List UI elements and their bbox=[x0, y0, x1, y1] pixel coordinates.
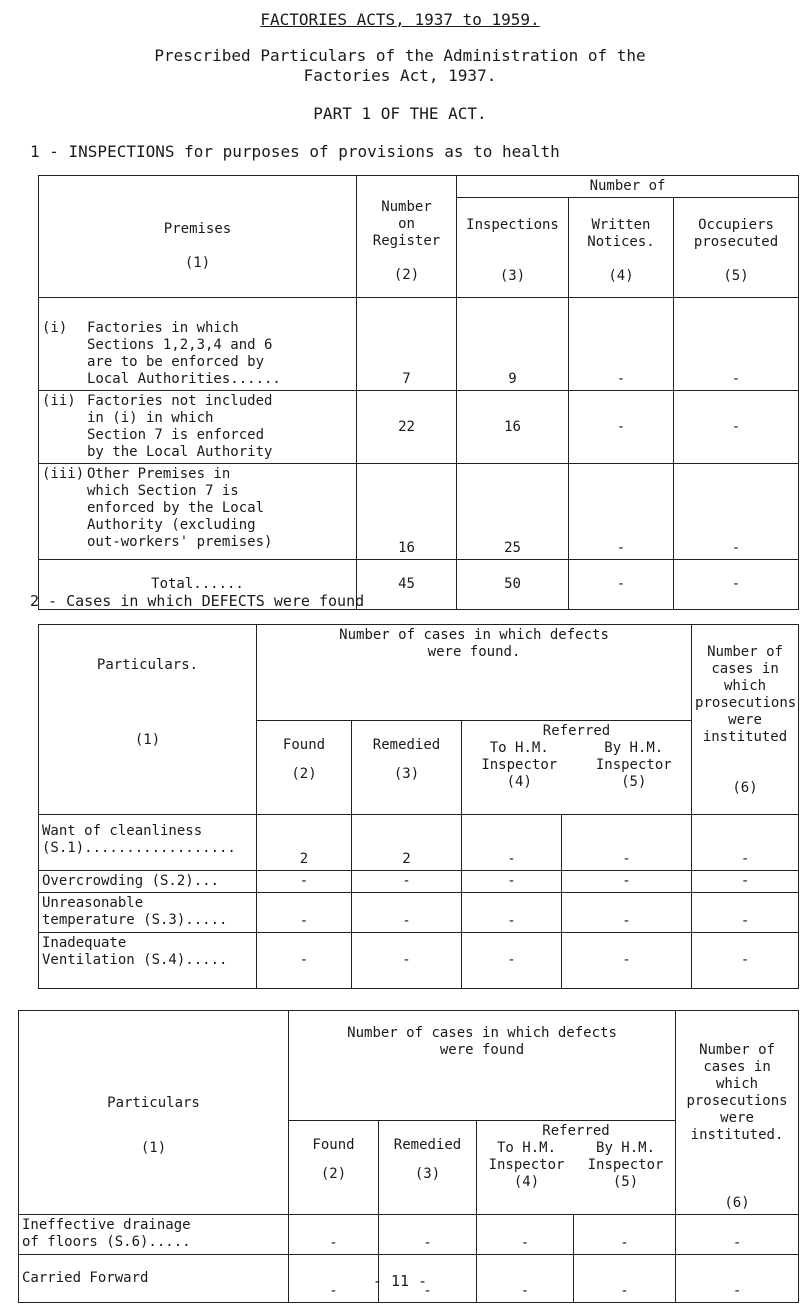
part-heading: PART 1 OF THE ACT. bbox=[313, 104, 487, 123]
occupiers-cell: - bbox=[674, 298, 799, 391]
number-cases-header: Number of cases in which defects were found. bbox=[257, 625, 692, 721]
particulars-header: Particulars (1) bbox=[19, 1011, 289, 1215]
notices-cell: - bbox=[569, 298, 674, 391]
remedied-cell: - bbox=[352, 871, 462, 893]
register-cell: 7 bbox=[357, 298, 457, 391]
occupiers-cell: - bbox=[674, 391, 799, 464]
inspections-table bbox=[38, 175, 799, 610]
inspections-cell: 16 bbox=[457, 391, 569, 464]
found-cell: - bbox=[257, 871, 352, 893]
row-label: Want of cleanliness (S.1).................. bbox=[39, 815, 257, 871]
found-header: Found (2) bbox=[289, 1121, 379, 1215]
found-cell: - bbox=[257, 893, 352, 933]
inspections-cell: 25 bbox=[457, 464, 569, 560]
row-label: Unreasonable temperature (S.3)..... bbox=[39, 893, 257, 933]
by-hm-cell: - bbox=[574, 1215, 676, 1255]
page-title: FACTORIES ACTS, 1937 to 1959. bbox=[260, 10, 540, 29]
inspections-header: Inspections (3) bbox=[457, 198, 569, 298]
by-hm-cell: - bbox=[562, 893, 692, 933]
row-label: Inadequate Ventilation (S.4)..... bbox=[39, 933, 257, 989]
remedied-cell: - bbox=[352, 933, 462, 989]
prosecutions-cell: - bbox=[692, 815, 799, 871]
row-label: Ineffective drainage of floors (S.6)..... bbox=[19, 1215, 289, 1255]
table-row bbox=[39, 298, 799, 391]
premises-header: Premises (1) bbox=[39, 176, 357, 298]
total-notices: - bbox=[569, 560, 674, 610]
prosecutions-cell: - bbox=[676, 1215, 799, 1255]
table-row bbox=[19, 1215, 799, 1255]
row-label: Overcrowding (S.2)... bbox=[39, 871, 257, 893]
table-row bbox=[39, 933, 799, 989]
found-header: Found (2) bbox=[257, 721, 352, 815]
number-cases-header: Number of cases in which defects were found bbox=[289, 1011, 676, 1121]
by-hm-cell: - bbox=[562, 815, 692, 871]
to-hm-cell: - bbox=[462, 815, 562, 871]
total-label: Total...... bbox=[39, 560, 357, 610]
prosecutions-cell: - bbox=[692, 933, 799, 989]
to-hm-cell: - bbox=[462, 871, 562, 893]
by-hm-cell: - bbox=[562, 871, 692, 893]
row-label: (i) Factories in which Sections 1,2,3,4 and 6 are to be enforced by Local Authorities...... bbox=[39, 298, 357, 391]
table-row bbox=[39, 893, 799, 933]
register-cell: 22 bbox=[357, 391, 457, 464]
by-hm-cell: - bbox=[562, 933, 692, 989]
occupiers-cell: - bbox=[674, 464, 799, 560]
total-register: 45 bbox=[357, 560, 457, 610]
by-hm-header: By H.M. Inspector (5) bbox=[595, 740, 672, 790]
referred-header: Referred To H.M. Inspector (4) By H.M. Inspector (5) bbox=[462, 721, 692, 815]
subtitle-line-2: Factories Act, 1937. bbox=[303, 66, 497, 85]
found-cell: 2 bbox=[257, 815, 352, 871]
table-row bbox=[39, 464, 799, 560]
section-2-heading: 2 - Cases in which DEFECTS were found bbox=[30, 592, 365, 610]
found-cell: - bbox=[289, 1255, 379, 1303]
particulars-header: Particulars. (1) bbox=[39, 625, 257, 815]
remedied-cell: - bbox=[379, 1255, 477, 1303]
to-hm-cell: - bbox=[462, 893, 562, 933]
occupiers-header: Occupiers prosecuted (5) bbox=[674, 198, 799, 298]
row-label: Carried Forward bbox=[19, 1255, 289, 1303]
remedied-header: Remedied (3) bbox=[352, 721, 462, 815]
defects-table bbox=[38, 624, 799, 989]
prosecutions-header: Number of cases in which prosecutions were instituted (6) bbox=[692, 625, 799, 815]
by-hm-cell: - bbox=[574, 1255, 676, 1303]
notices-cell: - bbox=[569, 464, 674, 560]
found-cell: - bbox=[257, 933, 352, 989]
remedied-header: Remedied (3) bbox=[379, 1121, 477, 1215]
to-hm-header: To H.M. Inspector (4) bbox=[488, 1140, 565, 1191]
found-cell: - bbox=[289, 1215, 379, 1255]
page-number: - 11 - bbox=[372, 1272, 428, 1290]
register-header: Number on Register (2) bbox=[357, 176, 457, 298]
row-label: (iii) Other Premises in which Section 7 is enforced by the Local Authority (excluding out-workers' premises) bbox=[39, 464, 357, 560]
table-row bbox=[39, 391, 799, 464]
referred-header: Referred To H.M. Inspector (4) By H.M. Inspector (5) bbox=[477, 1121, 676, 1215]
row-label: (ii) Factories not included in (i) in which Section 7 is enforced by the Local Authority bbox=[39, 391, 357, 464]
section-1-heading: 1 - INSPECTIONS for purposes of provisions as to health bbox=[30, 142, 560, 161]
notices-cell: - bbox=[569, 391, 674, 464]
total-occupiers: - bbox=[674, 560, 799, 610]
to-hm-header: To H.M. Inspector (4) bbox=[481, 740, 558, 790]
to-hm-cell: - bbox=[462, 933, 562, 989]
remedied-cell: 2 bbox=[352, 815, 462, 871]
register-cell: 16 bbox=[357, 464, 457, 560]
subtitle-line-1: Prescribed Particulars of the Administration of the bbox=[154, 46, 646, 65]
by-hm-header: By H.M. Inspector (5) bbox=[587, 1140, 664, 1191]
to-hm-cell: - bbox=[477, 1215, 574, 1255]
table-row bbox=[39, 815, 799, 871]
notices-header: Written Notices. (4) bbox=[569, 198, 674, 298]
defects-table-continued bbox=[18, 1010, 799, 1303]
inspections-cell: 9 bbox=[457, 298, 569, 391]
total-inspections: 50 bbox=[457, 560, 569, 610]
number-of-header: Number of bbox=[457, 176, 799, 198]
remedied-cell: - bbox=[379, 1215, 477, 1255]
remedied-cell: - bbox=[352, 893, 462, 933]
prosecutions-cell: - bbox=[692, 893, 799, 933]
to-hm-cell: - bbox=[477, 1255, 574, 1303]
prosecutions-cell: - bbox=[676, 1255, 799, 1303]
prosecutions-header: Number of cases in which prosecutions were instituted. (6) bbox=[676, 1011, 799, 1215]
prosecutions-cell: - bbox=[692, 871, 799, 893]
table-row bbox=[39, 871, 799, 893]
